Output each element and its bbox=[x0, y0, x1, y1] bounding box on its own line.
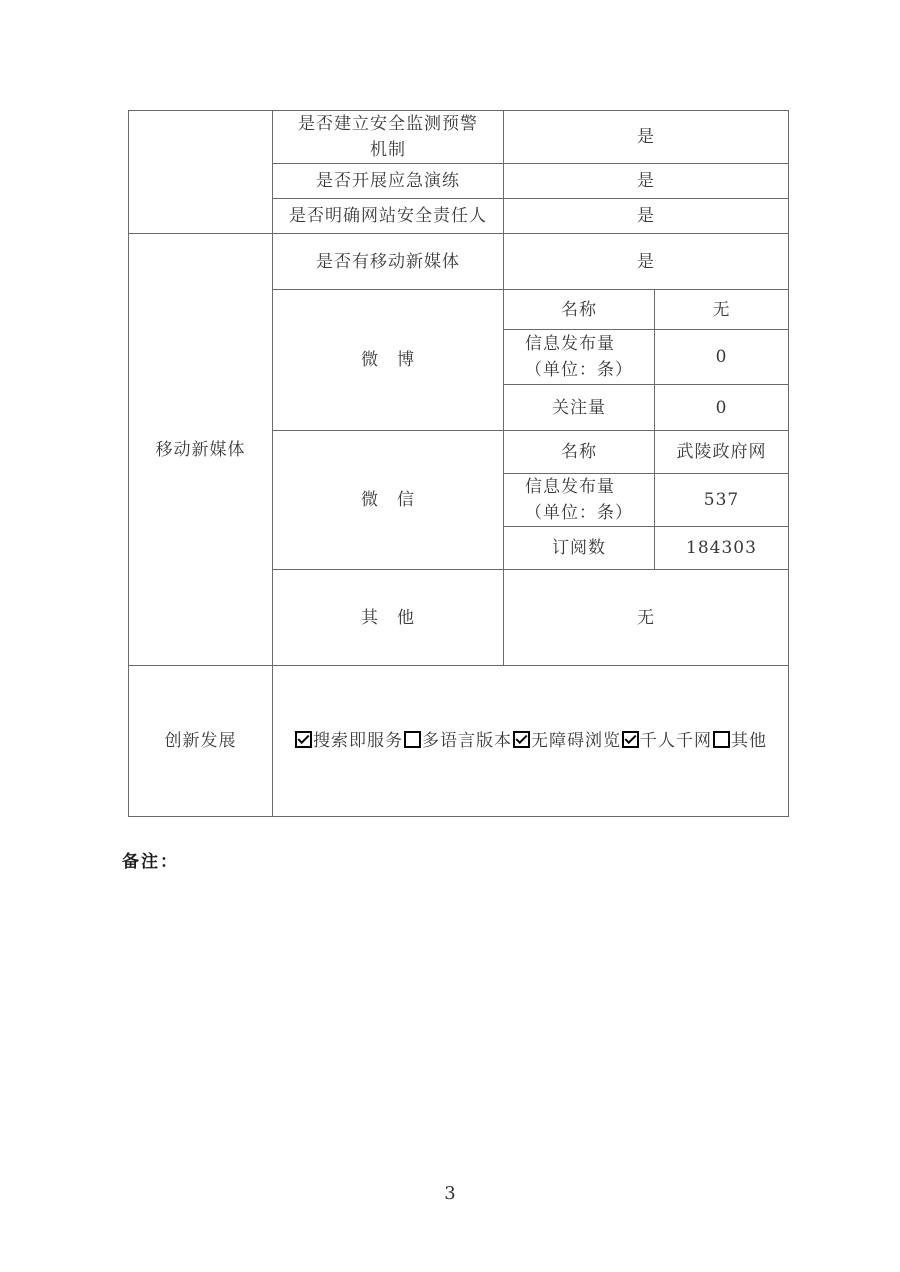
wechat-name-label: 名称 bbox=[504, 431, 655, 474]
checkbox-checked-icon bbox=[622, 731, 639, 748]
wechat-subscribers-value: 184303 bbox=[655, 527, 789, 570]
wechat-posts-label: 信息发布量 （单位：条） bbox=[504, 474, 655, 527]
security-officer-value: 是 bbox=[504, 199, 789, 234]
innovation-option-label: 千人千网 bbox=[640, 731, 712, 751]
checkbox-unchecked-icon bbox=[713, 731, 730, 748]
innovation-option bbox=[403, 731, 512, 751]
security-officer-label: 是否明确网站安全责任人 bbox=[273, 199, 504, 234]
wechat-subscribers-label: 订阅数 bbox=[504, 527, 655, 570]
security-monitor-label: 是否建立安全监测预警 机制 bbox=[273, 111, 504, 164]
innovation-option-label: 多语言版本 bbox=[422, 731, 512, 751]
checkbox-checked-icon bbox=[513, 731, 530, 748]
wechat-posts-value: 537 bbox=[655, 474, 789, 527]
weibo-followers-value: 0 bbox=[655, 385, 789, 431]
innovation-option bbox=[294, 731, 403, 751]
innovation-option-label: 无障碍浏览 bbox=[531, 731, 621, 751]
emergency-drill-value: 是 bbox=[504, 164, 789, 199]
other-media-label: 其 他 bbox=[273, 570, 504, 666]
section-mobile-media-label: 移动新媒体 bbox=[129, 234, 273, 666]
wechat-name-value: 武陵政府网 bbox=[655, 431, 789, 474]
checkbox-unchecked-icon bbox=[404, 731, 421, 748]
weibo-followers-label: 关注量 bbox=[504, 385, 655, 431]
innovation-option bbox=[712, 731, 767, 751]
has-mobile-media-label: 是否有移动新媒体 bbox=[273, 234, 504, 290]
innovation-option bbox=[512, 731, 621, 751]
checkbox-checked-icon bbox=[295, 731, 312, 748]
emergency-drill-label: 是否开展应急演练 bbox=[273, 164, 504, 199]
other-media-value: 无 bbox=[504, 570, 789, 666]
innovation-option bbox=[621, 731, 712, 751]
innovation-options-cell bbox=[273, 666, 789, 817]
weibo-name-label: 名称 bbox=[504, 290, 655, 330]
innovation-option-label: 其他 bbox=[731, 731, 767, 751]
security-monitor-value: 是 bbox=[504, 111, 789, 164]
weibo-posts-label: 信息发布量 （单位：条） bbox=[504, 330, 655, 385]
section-blank-cell bbox=[129, 111, 273, 234]
annual-report-table bbox=[128, 110, 789, 817]
page-number: 3 bbox=[444, 1183, 456, 1204]
wechat-label: 微 信 bbox=[273, 431, 504, 570]
remarks-label: 备注： bbox=[122, 852, 179, 872]
weibo-label: 微 博 bbox=[273, 290, 504, 431]
section-innovation-label: 创新发展 bbox=[129, 666, 273, 817]
weibo-posts-value: 0 bbox=[655, 330, 789, 385]
has-mobile-media-value: 是 bbox=[504, 234, 789, 290]
weibo-name-value: 无 bbox=[655, 290, 789, 330]
innovation-option-label: 搜索即服务 bbox=[313, 731, 403, 751]
